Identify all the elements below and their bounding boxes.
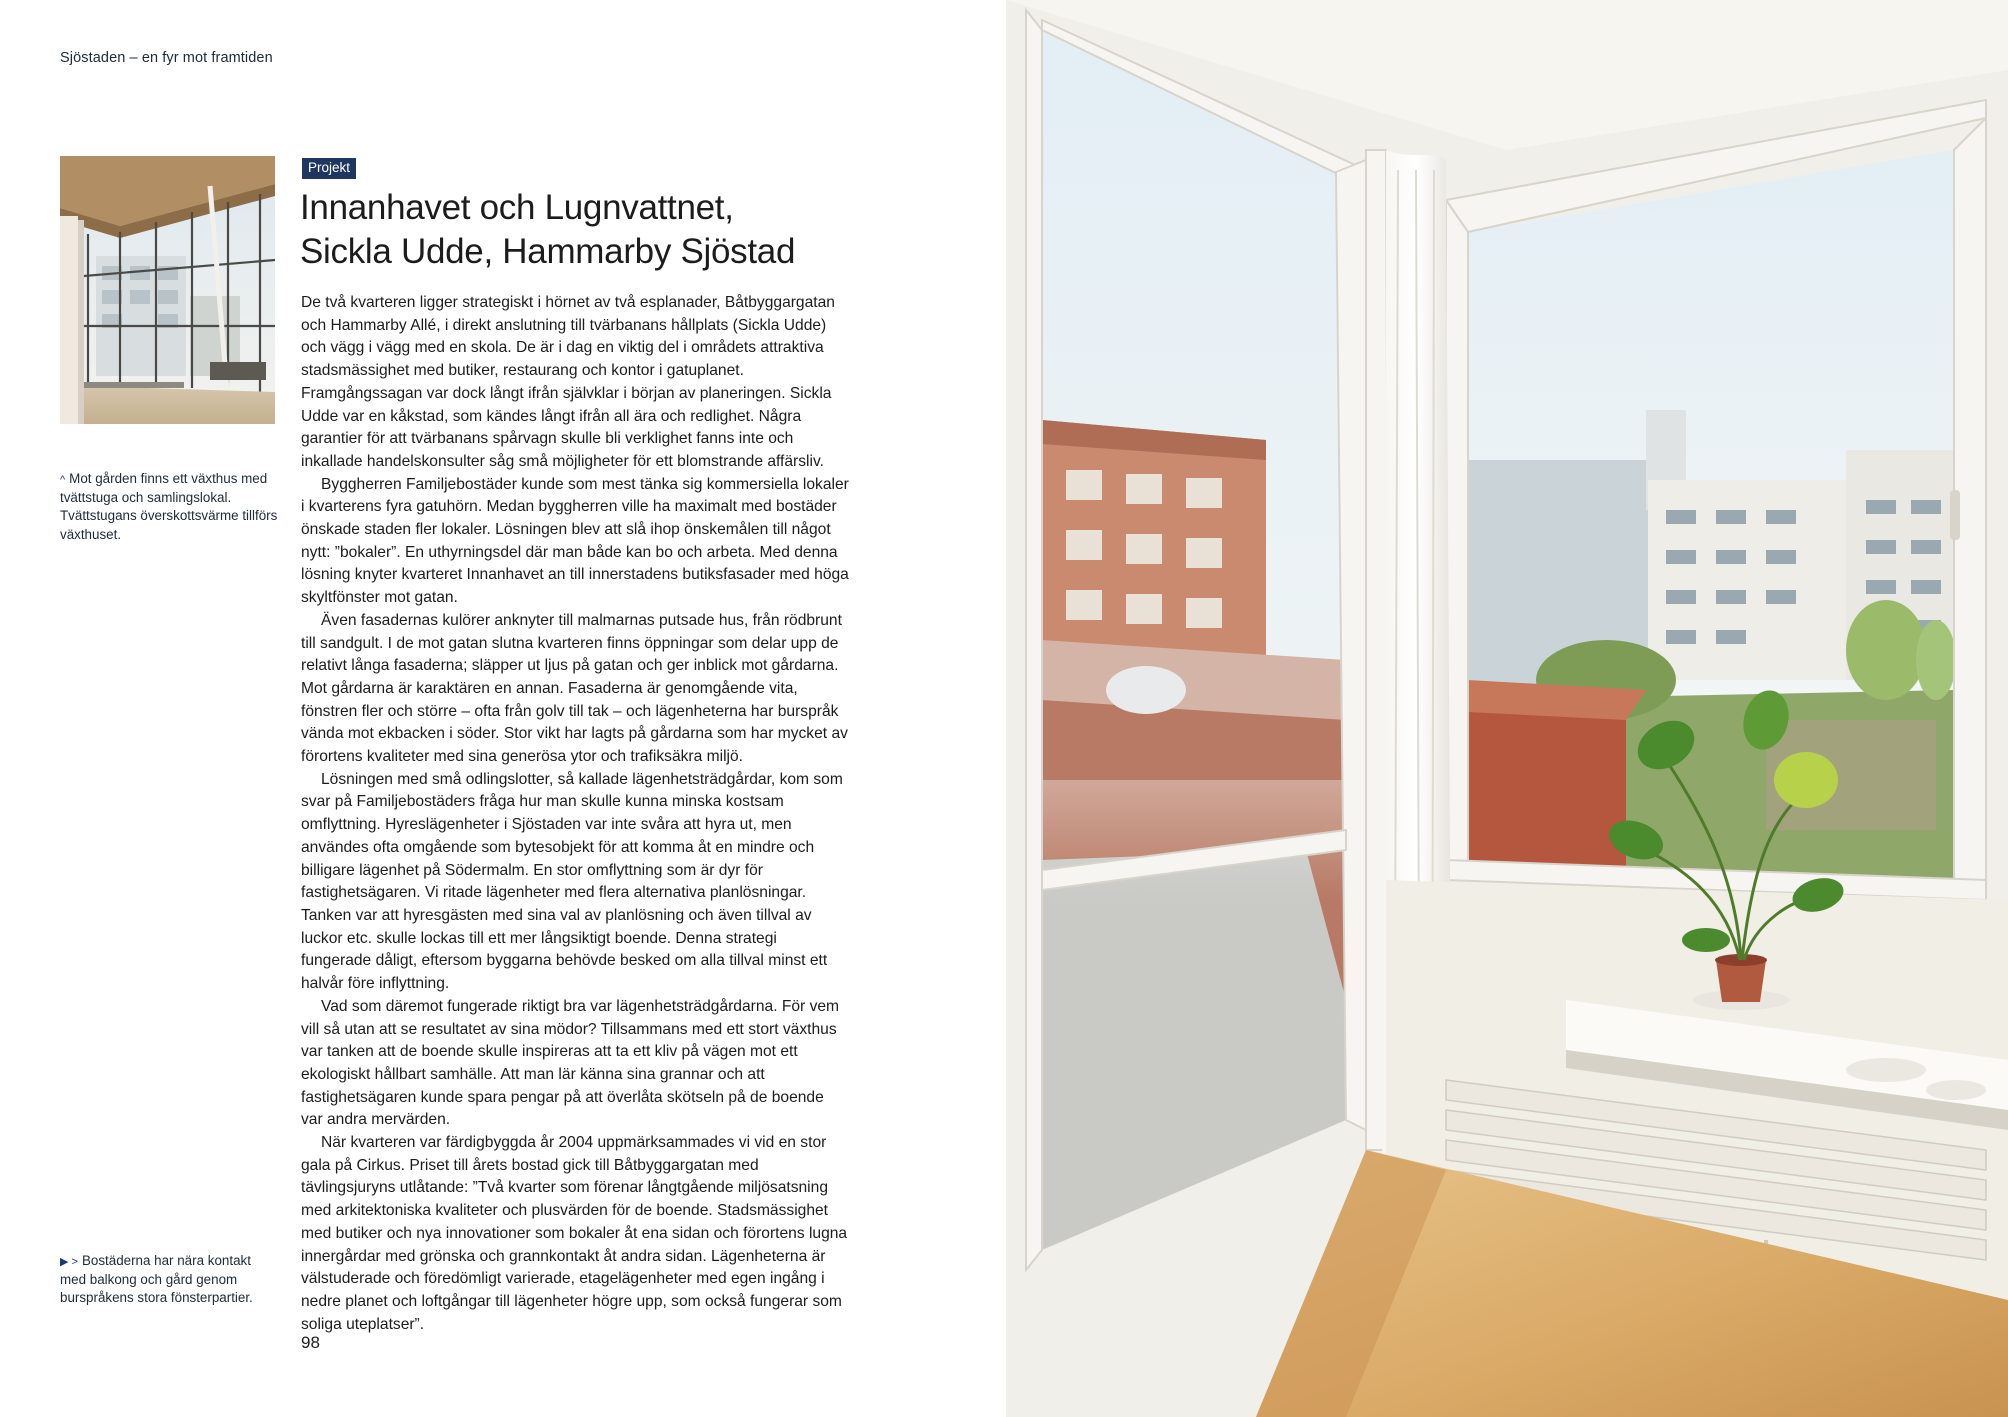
caption-text: Bostäderna har nära kontakt med balkong och gård genom burspråkens stora fönsterpartier. — [60, 1253, 253, 1306]
article-title — [300, 186, 860, 274]
photo-caption-window — [60, 1252, 278, 1308]
page-number: 98 — [301, 1333, 320, 1352]
running-head: Sjöstaden – en fyr mot framtiden — [60, 50, 273, 66]
title-line-2: Sickla Udde, Hammarby Sjöstad — [300, 232, 796, 271]
title-line-1: Innanhavet och Lugnvattnet, — [300, 188, 734, 227]
paragraph: De två kvarteren ligger strategiskt i hörnet av två esplanader, Båtbyggargatan och Hammarby Allé, i direkt anslutning till tvärbanans hållplats (Sickla Udde) och vägg i vägg med en skola. De är i dag en viktig del i områdets attraktiva stadsmässighet med butiker, restaurang och kontor i gatuplanet. Framgångssagan var dock långt ifrån självklar i början av planeringen. Sickla Udde var en kåkstad, som kändes långt ifrån all ära och redlighet. Några garantier för att tvärbanans spårvagn skulle bli verklighet fanns inte och inkallade handelskonsulter såg små möjligheter för ett blomstrande affärsliv. — [301, 294, 835, 470]
arrow-right-icon: ▶ > — [60, 1256, 78, 1268]
article-body — [301, 292, 849, 1336]
paragraph: Vad som däremot fungerade riktigt bra var lägenhetsträdgårdarna. För vem vill så utan att se resultatet av sina mödor? Tillsammans med ett stort växthus var tanken att de boende skulle inspireras att ta ett kliv på vägen mot ett ekologiskt hållbart samhälle. Att man lär känna sina grannar och att fastighetsägaren kunde spara pengar på att överlåta skötseln på de boende var andra mervärden. — [301, 997, 840, 1129]
paragraph: När kvarteren var färdigbyggda år 2004 uppmärksammades vi vid en stor gala på Cirkus. Priset till årets bostad gick till Båtbyggargatan med tävlingsjuryns utlåtande: ”Två kvarter som förenar långtgående miljösatsning med arkitektoniska kvaliteter och plusvärden för de boende. Stadsmässighet med butiker och nya innovationer som bokaler åt ena sidan och förortens lugna innergårdar med grönska och grannkontakt åt andra sidan. Lägenheterna är välstuderade och föredömligt varierade, etagelägenheter med egen ingång i nedre planet och loftgångar till lägenheter högre upp, som också fungerar som soliga uteplatser”. — [301, 1134, 848, 1333]
greenhouse-photo — [60, 156, 275, 424]
corner-window-photo — [1006, 0, 2008, 1417]
photo-caption-courtyard — [60, 470, 278, 544]
paragraph: Även fasadernas kulörer anknyter till malmarnas putsade hus, från rödbrunt till sandgult. I de mot gatan slutna kvarteren finns öppningar som delar upp de relativt långa fasaderna; släpper ut ljus på gatan och ger inblick mot gårdarna. Mot gårdarna är karaktären en annan. Fasaderna är genomgående vita, fönstren fler och större – ofta från golv till tak – och lägenheterna har burspråk vända mot ekbacken i söder. Stor vikt har lagts på gårdarna som har mycket av förortens kvaliteter med sina generösa ytor och trafiksäkra miljö. — [301, 611, 848, 766]
paragraph: Lösningen med små odlingslotter, så kallade lägenhetsträdgårdar, kom som svar på Familjebostäders fråga hur man skulle kunna minska kostsam omflyttning. Hyreslägenheter i Sjöstaden var inte svåra att hyra ut, men användes ofta omgående som bytesobjekt för att komma åt en mindre och billigare lägenhet på Södermalm. En stor omflyttning som är dyr för fastighetsägaren. Vi ritade lägenheter med flera alternativa planlösningar. Tanken var att hyresgästen med sina val av planlösning och även tillval av luckor etc. skulle lockas till ett mer långsiktigt boende. Denna strategi fungerade dåligt, eftersom byggarna behövde besked om alla tillval minst ett halvår före inflyttning. — [301, 770, 843, 993]
paragraph: Byggherren Familjebostäder kunde som mest tänka sig kommersiella lokaler i kvarterens fyra gatuhörn. Medan byggherren ville ha maximalt med bostäder önskade staden fler lokaler. Lösningen blev att slå ihop önskemålen till något nytt: ”bokaler”. En uthyrningsdel där man både kan bo och arbeta. Med denna lösning knyter kvarteret Innanhavet an till innerstadens butiksfasader med höga skyltfönster mot gatan. — [301, 475, 849, 607]
caret-up-icon: ^ — [60, 474, 66, 486]
category-tag: Projekt — [302, 158, 356, 179]
caption-text: Mot gården finns ett växthus med tvättstuga och samlingslokal. Tvättstugans överskottsvärme tillförs växthuset. — [60, 471, 278, 542]
